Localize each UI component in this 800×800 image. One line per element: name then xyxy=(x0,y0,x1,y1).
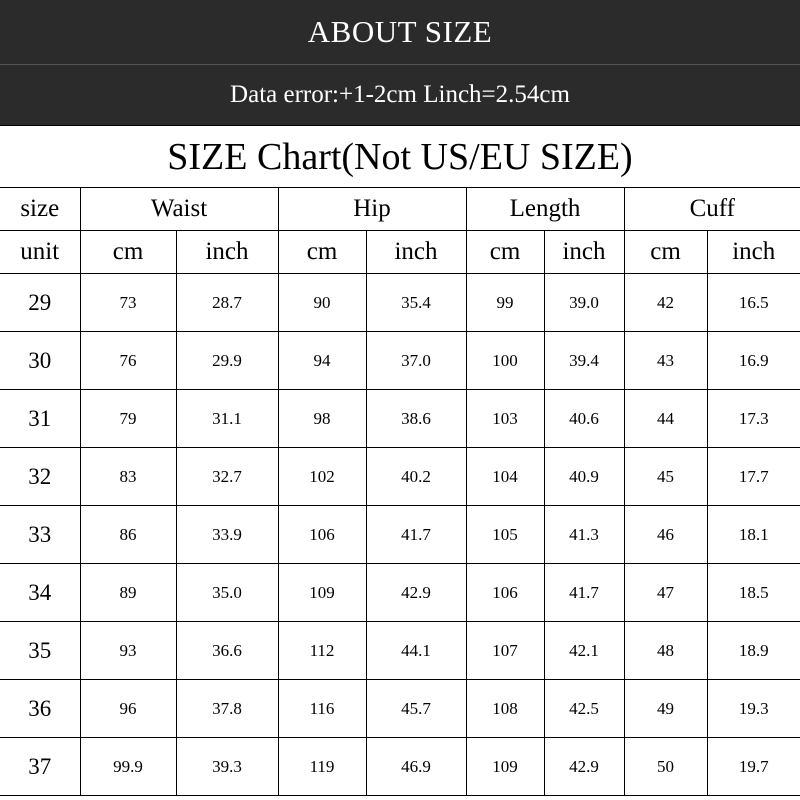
measurement-cell: 49 xyxy=(624,680,707,738)
table-row xyxy=(0,680,800,738)
about-size-title: ABOUT SIZE xyxy=(0,0,800,64)
measurement-cell: 40.6 xyxy=(544,390,624,448)
measurement-cell: 93 xyxy=(80,622,176,680)
measurement-cell: 105 xyxy=(466,506,544,564)
table-row xyxy=(0,738,800,796)
size-cell: 34 xyxy=(0,564,80,622)
size-cell: 30 xyxy=(0,332,80,390)
measurement-cell: 31.1 xyxy=(176,390,278,448)
measurement-cell: 48 xyxy=(624,622,707,680)
measurement-cell: 50 xyxy=(624,738,707,796)
measurement-cell: 39.4 xyxy=(544,332,624,390)
measurement-cell: 116 xyxy=(278,680,366,738)
measurement-cell: 16.5 xyxy=(707,274,800,332)
measurement-cell: 42.5 xyxy=(544,680,624,738)
measurement-cell: 33.9 xyxy=(176,506,278,564)
measurement-cell: 90 xyxy=(278,274,366,332)
measurement-cell: 47 xyxy=(624,564,707,622)
group-header-row xyxy=(0,188,800,231)
measurement-cell: 42 xyxy=(624,274,707,332)
measurement-cell: 29.9 xyxy=(176,332,278,390)
size-cell: 33 xyxy=(0,506,80,564)
measurement-cell: 94 xyxy=(278,332,366,390)
measurement-cell: 45 xyxy=(624,448,707,506)
size-cell: 37 xyxy=(0,738,80,796)
measurement-cell: 40.2 xyxy=(366,448,466,506)
measurement-cell: 42.9 xyxy=(544,738,624,796)
measurement-cell: 28.7 xyxy=(176,274,278,332)
size-cell: 31 xyxy=(0,390,80,448)
size-table xyxy=(0,187,800,796)
group-cuff: Cuff xyxy=(624,188,800,231)
measurement-cell: 99.9 xyxy=(80,738,176,796)
unit-cell: inch xyxy=(176,231,278,274)
measurement-cell: 106 xyxy=(278,506,366,564)
measurement-cell: 32.7 xyxy=(176,448,278,506)
measurement-cell: 43 xyxy=(624,332,707,390)
measurement-cell: 73 xyxy=(80,274,176,332)
measurement-cell: 112 xyxy=(278,622,366,680)
table-row xyxy=(0,274,800,332)
measurement-cell: 42.1 xyxy=(544,622,624,680)
measurement-cell: 35.4 xyxy=(366,274,466,332)
measurement-cell: 41.3 xyxy=(544,506,624,564)
unit-cell: cm xyxy=(466,231,544,274)
unit-header-row xyxy=(0,231,800,274)
size-cell: 29 xyxy=(0,274,80,332)
measurement-cell: 79 xyxy=(80,390,176,448)
measurement-cell: 98 xyxy=(278,390,366,448)
measurement-cell: 44.1 xyxy=(366,622,466,680)
table-row xyxy=(0,622,800,680)
group-waist: Waist xyxy=(80,188,278,231)
measurement-cell: 45.7 xyxy=(366,680,466,738)
measurement-cell: 108 xyxy=(466,680,544,738)
table-row xyxy=(0,332,800,390)
measurement-cell: 109 xyxy=(466,738,544,796)
table-row xyxy=(0,506,800,564)
measurement-cell: 100 xyxy=(466,332,544,390)
measurement-cell: 36.6 xyxy=(176,622,278,680)
measurement-cell: 37.0 xyxy=(366,332,466,390)
measurement-cell: 106 xyxy=(466,564,544,622)
measurement-cell: 107 xyxy=(466,622,544,680)
measurement-cell: 37.8 xyxy=(176,680,278,738)
measurement-cell: 38.6 xyxy=(366,390,466,448)
measurement-cell: 86 xyxy=(80,506,176,564)
measurement-cell: 102 xyxy=(278,448,366,506)
table-row xyxy=(0,448,800,506)
unit-cell: inch xyxy=(544,231,624,274)
measurement-cell: 39.0 xyxy=(544,274,624,332)
measurement-cell: 19.7 xyxy=(707,738,800,796)
size-row-label: size xyxy=(0,188,80,231)
data-error-note: Data error:+1-2cm Linch=2.54cm xyxy=(0,65,800,125)
measurement-cell: 119 xyxy=(278,738,366,796)
size-cell: 35 xyxy=(0,622,80,680)
measurement-cell: 19.3 xyxy=(707,680,800,738)
measurement-cell: 18.5 xyxy=(707,564,800,622)
measurement-cell: 39.3 xyxy=(176,738,278,796)
measurement-cell: 96 xyxy=(80,680,176,738)
unit-cell: cm xyxy=(80,231,176,274)
measurement-cell: 89 xyxy=(80,564,176,622)
measurement-cell: 18.1 xyxy=(707,506,800,564)
measurement-cell: 83 xyxy=(80,448,176,506)
measurement-cell: 40.9 xyxy=(544,448,624,506)
measurement-cell: 44 xyxy=(624,390,707,448)
measurement-cell: 35.0 xyxy=(176,564,278,622)
unit-cell: inch xyxy=(707,231,800,274)
measurement-cell: 41.7 xyxy=(544,564,624,622)
unit-cell: cm xyxy=(278,231,366,274)
size-cell: 36 xyxy=(0,680,80,738)
size-chart-title: SIZE Chart(Not US/EU SIZE) xyxy=(0,125,800,188)
measurement-cell: 99 xyxy=(466,274,544,332)
measurement-cell: 104 xyxy=(466,448,544,506)
group-hip: Hip xyxy=(278,188,466,231)
measurement-cell: 18.9 xyxy=(707,622,800,680)
unit-cell: cm xyxy=(624,231,707,274)
measurement-cell: 46 xyxy=(624,506,707,564)
table-row xyxy=(0,390,800,448)
unit-cell: inch xyxy=(366,231,466,274)
measurement-cell: 46.9 xyxy=(366,738,466,796)
unit-row-label: unit xyxy=(0,231,80,274)
group-length: Length xyxy=(466,188,624,231)
measurement-cell: 41.7 xyxy=(366,506,466,564)
measurement-cell: 42.9 xyxy=(366,564,466,622)
measurement-cell: 109 xyxy=(278,564,366,622)
measurement-cell: 103 xyxy=(466,390,544,448)
measurement-cell: 17.3 xyxy=(707,390,800,448)
measurement-cell: 76 xyxy=(80,332,176,390)
size-cell: 32 xyxy=(0,448,80,506)
table-row xyxy=(0,564,800,622)
measurement-cell: 17.7 xyxy=(707,448,800,506)
measurement-cell: 16.9 xyxy=(707,332,800,390)
